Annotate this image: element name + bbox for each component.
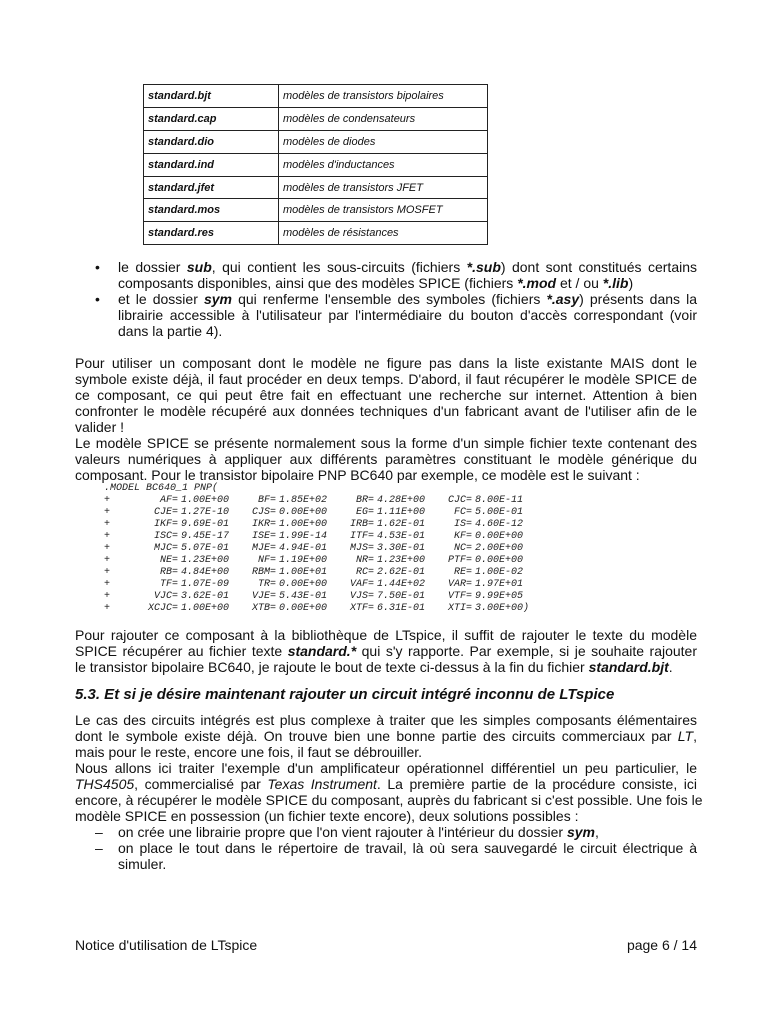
param-name: BR= xyxy=(355,495,374,506)
param-value: 1.00E+00 xyxy=(181,603,230,614)
text-run: composants disponibles, ainsi que des modèles SPICE (fichiers xyxy=(118,275,518,291)
param-value: 3.00E+00) xyxy=(475,603,530,614)
bullet-icon: • xyxy=(95,291,100,307)
table-row xyxy=(144,199,488,222)
text-run: SPICE récupérer au fichier texte xyxy=(75,643,288,659)
param-name: NR= xyxy=(355,555,374,566)
text-run: . La première partie de la procédure consiste, ici xyxy=(376,776,697,792)
file-description: modèles d'inductances xyxy=(279,153,488,176)
text-run: , xyxy=(693,728,697,744)
param-name: FC= xyxy=(453,507,472,518)
footer-page-number: page 6 / 14 xyxy=(626,937,697,953)
model-row xyxy=(104,555,697,567)
text-run: *.asy xyxy=(546,291,580,307)
list-item xyxy=(75,259,697,291)
model-row xyxy=(104,567,697,579)
param-name: MJC= xyxy=(153,543,178,554)
text-run: , qui contient les sous-circuits (fichiers xyxy=(211,259,467,275)
param-name: NE= xyxy=(159,555,178,566)
text-run: Pour rajouter ce composant à la bibliothèque de LTspice, il suffit de rajouter le texte du modèle xyxy=(75,627,697,643)
table-row xyxy=(144,85,488,108)
table-row xyxy=(144,176,488,199)
param-name: BF= xyxy=(257,495,276,506)
text-line xyxy=(75,808,697,824)
model-row xyxy=(104,495,697,507)
param-name: XTI= xyxy=(447,603,472,614)
param-name: RE= xyxy=(453,567,472,578)
param-value: 3.30E-01 xyxy=(377,543,426,554)
text-line xyxy=(75,792,703,808)
text-line xyxy=(75,371,697,387)
param-value: 4.60E-12 xyxy=(475,519,524,530)
text-run: Texas Instrument xyxy=(267,776,377,792)
text-run: *.sub xyxy=(466,259,501,275)
param-name: IS= xyxy=(453,519,472,530)
file-description: modèles de transistors bipolaires xyxy=(279,85,488,108)
param-name: KF= xyxy=(453,531,472,542)
param-value: 1.23E+00 xyxy=(181,555,230,566)
param-value: 1.23E+00 xyxy=(377,555,426,566)
list-item xyxy=(75,824,697,840)
text-run: et le dossier xyxy=(118,291,204,307)
param-value: 2.62E-01 xyxy=(377,567,426,578)
continuation-mark: + xyxy=(104,579,111,590)
param-value: 1.00E+00 xyxy=(279,519,328,530)
text-run: mais pour le reste, encore une fois, il faut se débrouiller. xyxy=(75,744,423,760)
continuation-mark: + xyxy=(104,495,111,506)
param-name: XTB= xyxy=(251,603,276,614)
param-value: 4.94E-01 xyxy=(279,543,328,554)
param-name: VAF= xyxy=(349,579,374,590)
param-value: 1.62E-01 xyxy=(377,519,426,530)
text-line xyxy=(75,643,697,659)
text-line xyxy=(75,627,697,643)
file-description: modèles de diodes xyxy=(279,130,488,153)
text-run: LT xyxy=(677,728,694,744)
text-run: Nous allons ici traiter l'exemple d'un amplificateur opérationnel différentiel un peu particulier, le xyxy=(75,760,697,776)
text-run: . xyxy=(668,659,673,675)
param-value: 4.84E+00 xyxy=(181,567,230,578)
text-run: modèle SPICE en possession (un fichier texte encore), deux solutions possibles : xyxy=(75,808,579,824)
model-row xyxy=(104,519,697,531)
list-item xyxy=(75,291,697,339)
param-name: AF= xyxy=(159,495,178,506)
text-run: confronter le modèle récupéré aux données techniques d'un fabricant avant de l'utiliser afin de le xyxy=(75,403,697,419)
file-name: standard.res xyxy=(144,222,279,245)
dash-icon: – xyxy=(95,840,103,856)
param-value: 1.19E+00 xyxy=(279,555,328,566)
text-run: on place le tout dans le répertoire de travail, là où sera sauvegardé le circuit électrique à xyxy=(118,840,697,856)
paragraph xyxy=(75,760,703,824)
param-value: 0.00E+00 xyxy=(279,603,328,614)
text-run: sym xyxy=(203,291,232,307)
spice-model-code xyxy=(104,483,697,615)
param-value: 2.00E+00 xyxy=(475,543,524,554)
text-line xyxy=(75,744,697,760)
param-name: CJS= xyxy=(251,507,276,518)
footer-title: Notice d'utilisation de LTspice xyxy=(75,937,258,953)
text-run: librairie accessible à l'utilisateur par l'intermédiaire du bouton d'accès correspondant (voir xyxy=(118,307,697,323)
document-body xyxy=(75,259,703,872)
paragraph xyxy=(75,355,697,435)
text-line xyxy=(118,307,697,323)
text-line xyxy=(118,856,697,872)
text-run: THS4505 xyxy=(75,776,135,792)
text-run: symbole existe déjà, il faut procéder en deux temps. D'abord, il faut récupérer le modèle SPICE de xyxy=(75,371,697,387)
paragraph xyxy=(75,435,697,483)
param-name: CJC= xyxy=(447,495,472,506)
param-name: XCJC= xyxy=(147,603,178,614)
continuation-mark: + xyxy=(104,531,111,542)
param-name: TF= xyxy=(159,579,178,590)
file-description: modèles de résistances xyxy=(279,222,488,245)
param-name: CJE= xyxy=(153,507,178,518)
text-line xyxy=(75,387,697,403)
text-run: dans la partie 4). xyxy=(118,323,223,339)
param-value: 1.11E+00 xyxy=(377,507,426,518)
param-value: 0.00E+00 xyxy=(279,579,328,590)
text-run: Pour utiliser un composant dont le modèle ne figure pas dans la liste existante MAIS dont le xyxy=(75,355,697,371)
model-row xyxy=(104,543,697,555)
model-row xyxy=(104,591,697,603)
continuation-mark: + xyxy=(104,555,111,566)
param-value: 9.69E-01 xyxy=(181,519,230,530)
continuation-mark: + xyxy=(104,507,111,518)
text-run: , xyxy=(594,824,599,840)
text-line xyxy=(118,840,697,856)
text-line xyxy=(75,451,697,467)
text-line xyxy=(75,355,697,371)
text-run: on crée une librairie propre que l'on vient rajouter à l'intérieur du dossier xyxy=(118,824,567,840)
model-row xyxy=(104,531,697,543)
param-value: 9.45E-17 xyxy=(181,531,230,542)
text-run: ) présents dans la xyxy=(579,291,697,307)
text-run: Le modèle SPICE se présente normalement sous la forme d'un simple fichier texte contenant des xyxy=(75,435,697,451)
text-line xyxy=(75,435,697,451)
param-name: NC= xyxy=(453,543,472,554)
text-run: le transistor bipolaire BC640, je rajoute le bout de texte ci-dessus à la fin du fichier xyxy=(75,659,589,675)
text-line xyxy=(75,728,697,744)
text-run: *.mod xyxy=(517,275,557,291)
file-name: standard.dio xyxy=(144,130,279,153)
param-name: VTF= xyxy=(447,591,472,602)
param-value: 1.99E-14 xyxy=(279,531,328,542)
dash-icon: – xyxy=(95,824,103,840)
text-run: ce composant, ce qui peut être fait en effectuant une recherche sur internet. Attention à bien xyxy=(75,387,697,403)
param-value: 1.97E+01 xyxy=(475,579,524,590)
param-name: MJS= xyxy=(349,543,374,554)
file-name: standard.cap xyxy=(144,107,279,130)
text-line xyxy=(75,403,697,419)
section-heading: 5.3. Et si je désire maintenant rajouter un circuit intégré inconnu de LTspice xyxy=(75,686,615,703)
model-row xyxy=(104,603,697,615)
param-value: 4.53E-01 xyxy=(377,531,426,542)
file-name: standard.jfet xyxy=(144,176,279,199)
file-name: standard.ind xyxy=(144,153,279,176)
text-line xyxy=(118,824,697,840)
list-item xyxy=(75,840,697,872)
param-name: VJS= xyxy=(349,591,374,602)
text-line xyxy=(75,419,697,435)
param-value: 6.31E-01 xyxy=(377,603,426,614)
paragraph xyxy=(75,712,697,760)
param-name: XTF= xyxy=(349,603,374,614)
param-name: ITF= xyxy=(349,531,374,542)
table-row xyxy=(144,153,488,176)
text-line xyxy=(118,291,697,307)
table-row xyxy=(144,222,488,245)
file-description: modèles de transistors JFET xyxy=(279,176,488,199)
text-run: qui s'y rapporte. Par exemple, si je souhaite rajouter xyxy=(356,643,697,659)
continuation-mark: + xyxy=(104,543,111,554)
param-value: 7.50E-01 xyxy=(377,591,426,602)
param-value: 1.85E+02 xyxy=(279,495,328,506)
param-value: 9.99E+05 xyxy=(475,591,524,602)
text-run: standard.* xyxy=(287,643,357,659)
text-run: valeurs numériques à appliquer aux différents paramètres constituant le modèle générique du xyxy=(75,451,697,467)
param-name: IRB= xyxy=(349,519,374,530)
text-line xyxy=(118,259,697,275)
param-value: 5.00E-01 xyxy=(475,507,524,518)
param-value: 4.28E+00 xyxy=(377,495,426,506)
text-run: dont le symbole existe déjà. On trouve bien une bonne partie des circuits commerciaux par xyxy=(75,728,678,744)
continuation-mark: + xyxy=(104,519,111,530)
param-name: MJE= xyxy=(251,543,276,554)
param-value: 1.00E+00 xyxy=(181,495,230,506)
text-run: Le cas des circuits intégrés est plus complexe à traiter que les simples composants élémentaires xyxy=(75,712,697,728)
file-description: modèles de condensateurs xyxy=(279,107,488,130)
text-run: sub xyxy=(186,259,212,275)
param-value: 1.00E+01 xyxy=(279,567,328,578)
param-value: 5.43E-01 xyxy=(279,591,328,602)
param-value: 1.07E-09 xyxy=(181,579,230,590)
param-name: IKR= xyxy=(251,519,276,530)
table-row xyxy=(144,107,488,130)
text-line xyxy=(75,760,697,776)
text-run: qui renferme l'ensemble des symboles (fichiers xyxy=(231,291,547,307)
param-name: TR= xyxy=(257,579,276,590)
param-name: ISE= xyxy=(251,531,276,542)
param-name: EG= xyxy=(355,507,374,518)
text-run: , commercialisé par xyxy=(134,776,268,792)
text-run: simuler. xyxy=(118,856,167,872)
model-row xyxy=(104,507,697,519)
table-row xyxy=(144,130,488,153)
text-line xyxy=(75,659,697,675)
param-name: PTF= xyxy=(447,555,472,566)
text-run: composant. Pour le transistor bipolaire PNP BC640 par exemple, ce modèle est le suivant : xyxy=(75,467,640,483)
text-line xyxy=(75,712,697,728)
text-line xyxy=(75,776,697,792)
param-name: VAR= xyxy=(447,579,472,590)
file-name: standard.bjt xyxy=(144,85,279,108)
param-value: 0.00E+00 xyxy=(475,555,524,566)
text-run: ) xyxy=(628,275,634,291)
text-run: standard.bjt xyxy=(588,659,669,675)
continuation-mark: + xyxy=(104,567,111,578)
bullet-icon: • xyxy=(95,259,100,275)
continuation-mark: + xyxy=(104,591,111,602)
paragraph xyxy=(75,627,697,675)
text-run: *.lib xyxy=(602,275,629,291)
param-name: NF= xyxy=(257,555,276,566)
param-value: 1.27E-10 xyxy=(181,507,230,518)
param-name: RC= xyxy=(355,567,374,578)
text-run: valider ! xyxy=(75,419,125,435)
text-line xyxy=(118,275,697,291)
file-name: standard.mos xyxy=(144,199,279,222)
param-name: IKF= xyxy=(153,519,178,530)
text-run: et / ou xyxy=(556,275,603,291)
model-header: .MODEL BC640_1 PNP( xyxy=(104,483,219,494)
library-files-table xyxy=(143,84,488,245)
param-value: 8.00E-11 xyxy=(475,495,524,506)
text-run: sym xyxy=(566,824,595,840)
text-run: encore, à récupérer le modèle SPICE du composant, auprès du fabricant si c'est possible. Une fois le xyxy=(75,792,703,808)
param-value: 0.00E+00 xyxy=(279,507,328,518)
text-line xyxy=(75,467,697,483)
param-name: ISC= xyxy=(153,531,178,542)
model-row xyxy=(104,579,697,591)
param-name: RB= xyxy=(159,567,178,578)
param-name: VJC= xyxy=(153,591,178,602)
param-name: VJE= xyxy=(251,591,276,602)
param-value: 0.00E+00 xyxy=(475,531,524,542)
param-value: 5.07E-01 xyxy=(181,543,230,554)
param-value: 1.00E-02 xyxy=(475,567,524,578)
continuation-mark: + xyxy=(104,603,111,614)
param-value: 1.44E+02 xyxy=(377,579,426,590)
file-description: modèles de transistors MOSFET xyxy=(279,199,488,222)
text-run: le dossier xyxy=(118,259,187,275)
param-name: RBM= xyxy=(251,567,276,578)
text-line xyxy=(118,323,697,339)
text-run: ) dont sont constitués certains xyxy=(500,259,698,275)
param-value: 3.62E-01 xyxy=(181,591,230,602)
